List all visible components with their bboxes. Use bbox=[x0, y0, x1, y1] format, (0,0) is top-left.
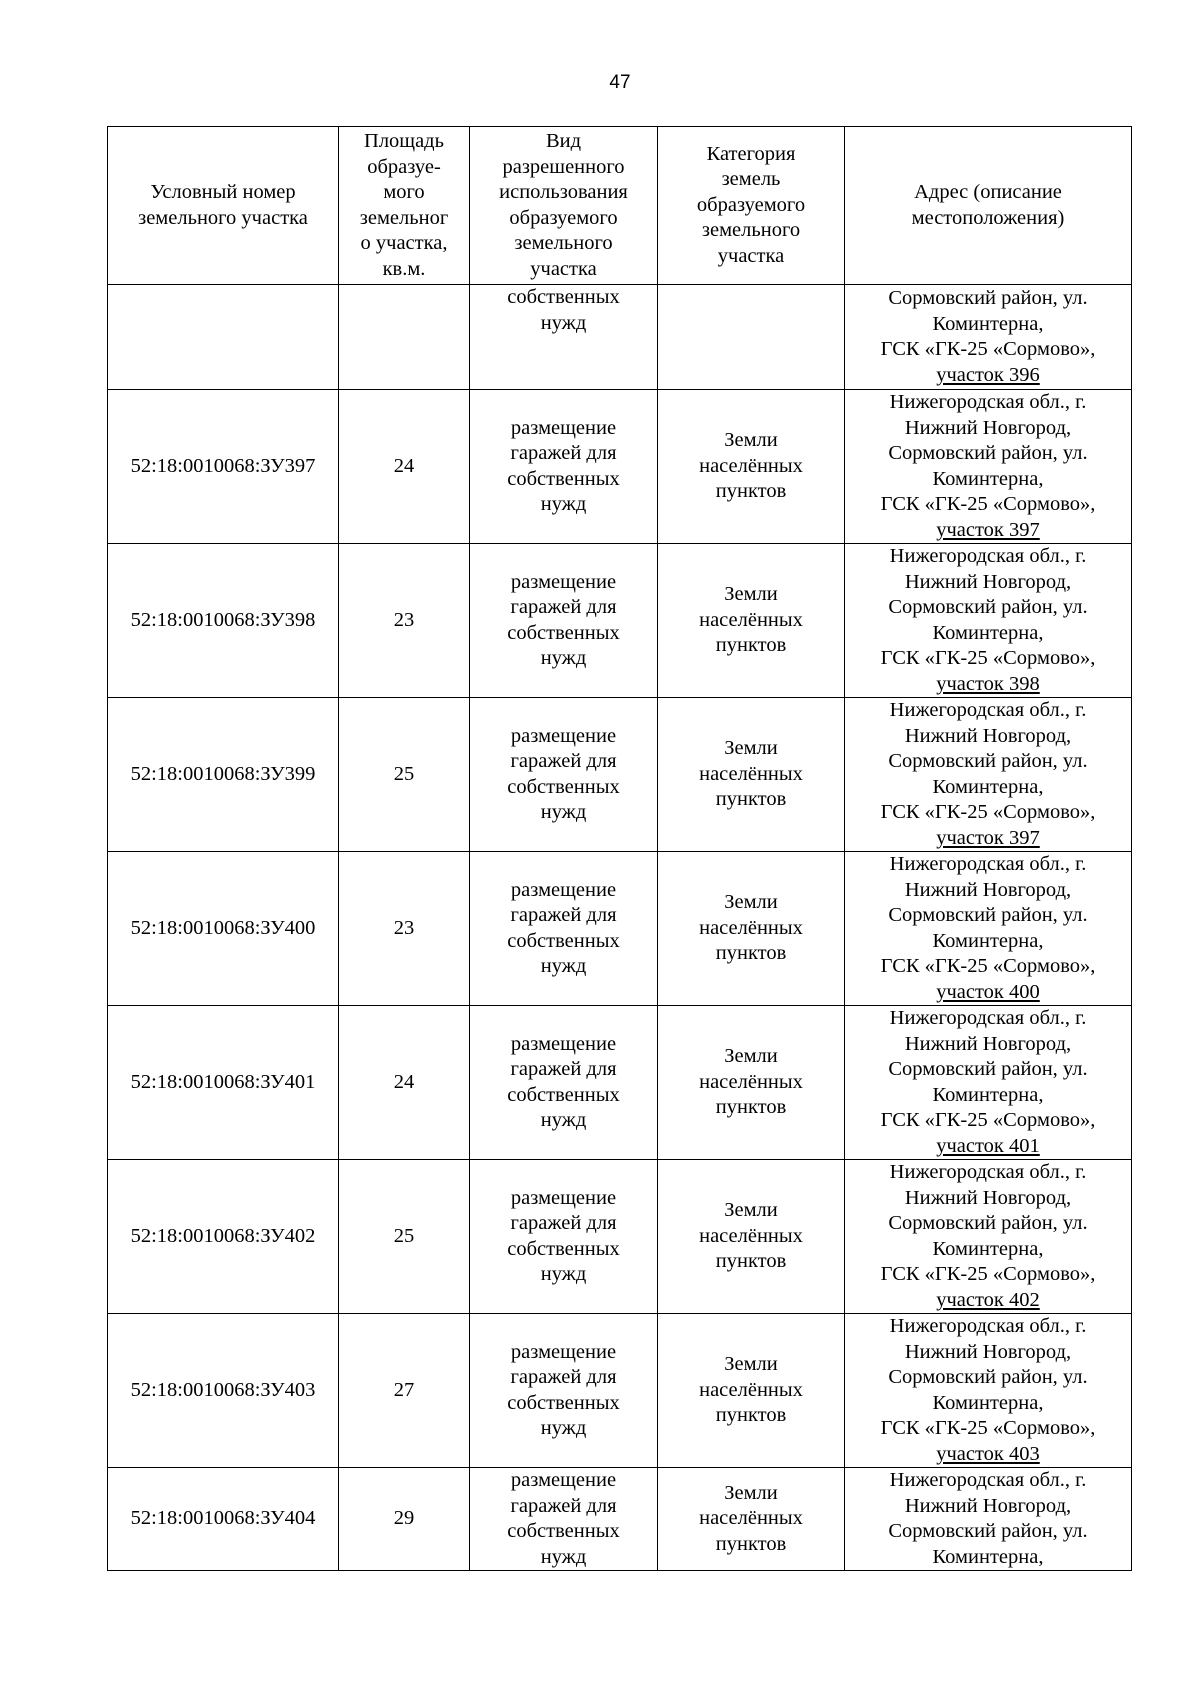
cell-line: нужд bbox=[540, 1545, 587, 1568]
cell-line: участок 397 bbox=[936, 826, 1040, 849]
cell-line: Земли bbox=[724, 1481, 778, 1504]
cell-land-category bbox=[658, 1314, 845, 1468]
cell-line: Нижегородская обл., г. bbox=[889, 699, 1087, 721]
cell-land-category bbox=[658, 1468, 845, 1571]
cell-address bbox=[845, 1006, 1132, 1160]
cell-line: Коминтерна, bbox=[932, 1391, 1044, 1414]
cell-line: населённых bbox=[699, 1070, 803, 1093]
cell-line: гаражей для bbox=[510, 1212, 617, 1234]
cell-line: Сормовский район, ул. bbox=[888, 904, 1088, 926]
cell-line: Земли bbox=[724, 1353, 778, 1376]
cell-line: пунктов bbox=[715, 788, 787, 811]
cell-line: населённых bbox=[699, 762, 803, 785]
cell-line: местоположения) bbox=[911, 206, 1065, 229]
cell-line: ГСК «ГК-25 «Сормово», bbox=[880, 1263, 1096, 1285]
cell-permitted-use bbox=[470, 390, 658, 544]
cell-address bbox=[845, 390, 1132, 544]
cell-address bbox=[845, 698, 1132, 852]
cell-permitted-use bbox=[470, 544, 658, 698]
cell-area: 24 bbox=[339, 390, 470, 544]
cell-line: Нижегородская обл., г. bbox=[889, 545, 1087, 567]
cell-area: 24 bbox=[339, 1006, 470, 1160]
cell-line: населённых bbox=[699, 608, 803, 631]
cell-line: населённых bbox=[699, 1507, 803, 1530]
cell-address bbox=[845, 852, 1132, 1006]
cell-line: Нижегородская обл., г. bbox=[889, 853, 1087, 875]
cell-line: нужд bbox=[540, 1109, 587, 1131]
cell-line: ГСК «ГК-25 «Сормово», bbox=[880, 493, 1096, 515]
cell-line: Земли bbox=[724, 1199, 778, 1222]
cell-line: Нижегородская обл., г. bbox=[889, 1161, 1087, 1183]
header-area bbox=[339, 127, 470, 285]
cell-area: 27 bbox=[339, 1314, 470, 1468]
page-number: 47 bbox=[609, 72, 631, 93]
cell-line: собственных bbox=[507, 621, 620, 644]
cell-line: Нижегородская обл., г. bbox=[889, 1315, 1087, 1337]
cell-line: Коминтерна, bbox=[932, 1083, 1044, 1106]
header-land-category bbox=[658, 127, 845, 285]
cell-line: земель bbox=[721, 168, 781, 191]
cell-plot-number bbox=[108, 285, 339, 390]
cell-line: образуемого bbox=[696, 193, 806, 216]
cell-line: Коминтерна, bbox=[932, 1237, 1044, 1260]
cell-line: пунктов bbox=[715, 1250, 787, 1273]
cell-line: ГСК «ГК-25 «Сормово», bbox=[880, 647, 1096, 669]
cell-line: Земли bbox=[724, 429, 778, 452]
cell-line: размещение bbox=[510, 878, 617, 901]
cell-line: Нижний Новгород, bbox=[904, 1494, 1072, 1517]
cell-line: Нижегородская обл., г. bbox=[889, 1007, 1087, 1029]
cell-line: ГСК «ГК-25 «Сормово», bbox=[880, 955, 1096, 977]
cell-land-category bbox=[658, 698, 845, 852]
table-body bbox=[108, 285, 1132, 1571]
table-row bbox=[108, 698, 1132, 852]
cell-line: о участка, bbox=[360, 232, 448, 254]
cell-plot-number: 52:18:0010068:ЗУ400 bbox=[108, 852, 339, 1006]
cell-line: участок 401 bbox=[936, 1134, 1040, 1157]
cell-line: Нижний Новгород, bbox=[904, 878, 1072, 901]
cell-address bbox=[845, 1314, 1132, 1468]
cell-line: гаражей для bbox=[510, 1366, 617, 1388]
cell-line: размещение bbox=[510, 416, 617, 439]
cell-line: пунктов bbox=[715, 634, 787, 657]
cell-line: нужд bbox=[540, 493, 587, 515]
land-plots-table bbox=[107, 126, 1132, 1571]
cell-line: Сормовский район, ул. bbox=[888, 442, 1088, 464]
cell-line: собственных bbox=[507, 286, 620, 308]
cell-line: образуемого bbox=[509, 206, 618, 229]
cell-line: собственных bbox=[507, 1083, 620, 1106]
table-row bbox=[108, 544, 1132, 698]
cell-line: участок 403 bbox=[936, 1442, 1040, 1465]
cell-plot-number: 52:18:0010068:ЗУ404 bbox=[108, 1468, 339, 1571]
cell-area: 23 bbox=[339, 852, 470, 1006]
header-permitted-use bbox=[470, 127, 658, 285]
table-row bbox=[108, 1006, 1132, 1160]
cell-permitted-use bbox=[470, 1160, 658, 1314]
cell-line: Нижний Новгород, bbox=[904, 1340, 1072, 1363]
cell-permitted-use bbox=[470, 1314, 658, 1468]
cell-line: нужд bbox=[540, 801, 587, 823]
cell-line: Коминтерна, bbox=[932, 929, 1044, 952]
cell-line: участок 397 bbox=[936, 518, 1040, 541]
cell-line: размещение bbox=[510, 570, 617, 593]
cell-line: кв.м. bbox=[382, 257, 426, 280]
cell-line: Сормовский район, ул. bbox=[888, 1212, 1088, 1234]
cell-line: собственных bbox=[507, 1520, 620, 1542]
cell-line: Нижний Новгород, bbox=[904, 416, 1072, 439]
table-row bbox=[108, 390, 1132, 544]
cell-line: гаражей для bbox=[510, 1494, 617, 1517]
cell-permitted-use bbox=[470, 1468, 658, 1571]
cell-line: размещение bbox=[510, 1032, 617, 1055]
cell-line: Нижний Новгород, bbox=[904, 570, 1072, 593]
cell-line: Вид bbox=[545, 130, 582, 152]
cell-land-category bbox=[658, 544, 845, 698]
cell-plot-number: 52:18:0010068:ЗУ401 bbox=[108, 1006, 339, 1160]
cell-line: гаражей для bbox=[510, 596, 617, 618]
cell-line: размещение bbox=[510, 724, 617, 747]
cell-line: участок 402 bbox=[936, 1288, 1040, 1311]
cell-line: населённых bbox=[699, 1378, 803, 1401]
cell-line: пунктов bbox=[715, 480, 787, 503]
cell-line: Площадь bbox=[364, 130, 444, 152]
cell-line: Категория bbox=[706, 142, 796, 165]
cell-line: Нижегородская обл., г. bbox=[889, 1469, 1087, 1491]
header-plot-number bbox=[108, 127, 339, 285]
cell-line: гаражей для bbox=[510, 442, 617, 464]
cell-line: ГСК «ГК-25 «Сормово», bbox=[880, 338, 1096, 360]
cell-line: участок 400 bbox=[936, 980, 1040, 1003]
cell-line: Коминтерна, bbox=[932, 467, 1044, 490]
table-row bbox=[108, 1160, 1132, 1314]
cell-area: 25 bbox=[339, 698, 470, 852]
cell-area: 23 bbox=[339, 544, 470, 698]
cell-plot-number: 52:18:0010068:ЗУ398 bbox=[108, 544, 339, 698]
cell-line: участка bbox=[530, 257, 597, 280]
cell-area bbox=[339, 285, 470, 390]
cell-line: Коминтерна, bbox=[932, 775, 1044, 798]
cell-line: Земли bbox=[724, 737, 778, 760]
header-address bbox=[845, 127, 1132, 285]
cell-line: нужд bbox=[540, 955, 587, 977]
cell-line: нужд bbox=[540, 1263, 587, 1285]
table-row bbox=[108, 1314, 1132, 1468]
cell-line: Сормовский район, ул. bbox=[888, 596, 1088, 618]
cell-line: участок 398 bbox=[936, 672, 1040, 695]
cell-line: Нижегородская обл., г. bbox=[889, 391, 1087, 413]
cell-line: Коминтерна, bbox=[932, 621, 1044, 644]
cell-line: размещение bbox=[510, 1469, 617, 1491]
header-row bbox=[108, 127, 1132, 285]
cell-line: Сормовский район, ул. bbox=[888, 287, 1088, 309]
cell-line: использования bbox=[499, 181, 628, 203]
cell-area: 29 bbox=[339, 1468, 470, 1571]
cell-line: нужд bbox=[540, 647, 587, 669]
cell-line: Нижний Новгород, bbox=[904, 1032, 1072, 1055]
cell-line: Условный номер bbox=[150, 181, 296, 203]
cell-address bbox=[845, 1468, 1132, 1571]
cell-line: земельного bbox=[514, 232, 613, 254]
cell-land-category bbox=[658, 285, 845, 390]
cell-permitted-use bbox=[470, 698, 658, 852]
cell-line: пунктов bbox=[715, 1096, 787, 1119]
cell-line: пунктов bbox=[715, 942, 787, 965]
cell-line: Коминтерна, bbox=[932, 1545, 1044, 1568]
cell-line: собственных bbox=[507, 1237, 620, 1260]
cell-line: Сормовский район, ул. bbox=[888, 750, 1088, 772]
cell-permitted-use bbox=[470, 852, 658, 1006]
cell-line: Сормовский район, ул. bbox=[888, 1520, 1088, 1542]
cell-line: земельного bbox=[701, 219, 801, 242]
cell-line: пунктов bbox=[715, 1404, 787, 1427]
cell-line: собственных bbox=[507, 1391, 620, 1414]
cell-line: размещение bbox=[510, 1186, 617, 1209]
cell-line: Земли bbox=[724, 1045, 778, 1068]
table-row bbox=[108, 852, 1132, 1006]
cell-address bbox=[845, 1160, 1132, 1314]
cell-address bbox=[845, 285, 1132, 390]
cell-plot-number: 52:18:0010068:ЗУ399 bbox=[108, 698, 339, 852]
cell-line: Коминтерна, bbox=[932, 312, 1044, 335]
cell-line: участка bbox=[717, 244, 785, 267]
cell-line: населённых bbox=[699, 916, 803, 939]
cell-line: ГСК «ГК-25 «Сормово», bbox=[880, 1109, 1096, 1131]
cell-permitted-use bbox=[470, 1006, 658, 1160]
cell-line: собственных bbox=[507, 929, 620, 952]
cell-line: Сормовский район, ул. bbox=[888, 1058, 1088, 1080]
cell-line: гаражей для bbox=[510, 1058, 617, 1080]
cell-line: Нижний Новгород, bbox=[904, 724, 1072, 747]
cell-line: Земли bbox=[724, 891, 778, 914]
cell-permitted-use bbox=[470, 285, 658, 390]
cell-line: размещение bbox=[510, 1340, 617, 1363]
cell-line: Земли bbox=[724, 583, 778, 606]
cell-line: Адрес (описание bbox=[914, 181, 1062, 203]
cell-line: нужд bbox=[540, 311, 587, 334]
cell-line: собственных bbox=[507, 775, 620, 798]
cell-line: населённых bbox=[699, 1224, 803, 1247]
cell-line: ГСК «ГК-25 «Сормово», bbox=[880, 801, 1096, 823]
cell-line: ГСК «ГК-25 «Сормово», bbox=[880, 1417, 1096, 1439]
table-row bbox=[108, 1468, 1132, 1571]
cell-land-category bbox=[658, 1006, 845, 1160]
cell-land-category bbox=[658, 852, 845, 1006]
cell-line: земельног bbox=[359, 206, 449, 229]
cell-line: образуе- bbox=[367, 155, 441, 178]
table-header bbox=[108, 127, 1132, 285]
cell-plot-number: 52:18:0010068:ЗУ397 bbox=[108, 390, 339, 544]
cell-plot-number: 52:18:0010068:ЗУ403 bbox=[108, 1314, 339, 1468]
cell-line: участок 396 bbox=[936, 363, 1040, 386]
cell-land-category bbox=[658, 1160, 845, 1314]
cell-line: пунктов bbox=[715, 1532, 787, 1555]
cell-address bbox=[845, 544, 1132, 698]
cell-line: Нижний Новгород, bbox=[904, 1186, 1072, 1209]
cell-line: земельного участка bbox=[138, 206, 308, 229]
cell-line: разрешенного bbox=[502, 155, 625, 178]
cell-land-category bbox=[658, 390, 845, 544]
table-row-continuation bbox=[108, 285, 1132, 390]
cell-plot-number: 52:18:0010068:ЗУ402 bbox=[108, 1160, 339, 1314]
cell-area: 25 bbox=[339, 1160, 470, 1314]
cell-line: нужд bbox=[540, 1417, 587, 1439]
cell-line: мого bbox=[383, 181, 425, 203]
cell-line: Сормовский район, ул. bbox=[888, 1366, 1088, 1388]
cell-line: гаражей для bbox=[510, 750, 617, 772]
cell-line: гаражей для bbox=[510, 904, 617, 926]
cell-line: собственных bbox=[507, 467, 620, 490]
cell-line: населённых bbox=[699, 454, 803, 477]
